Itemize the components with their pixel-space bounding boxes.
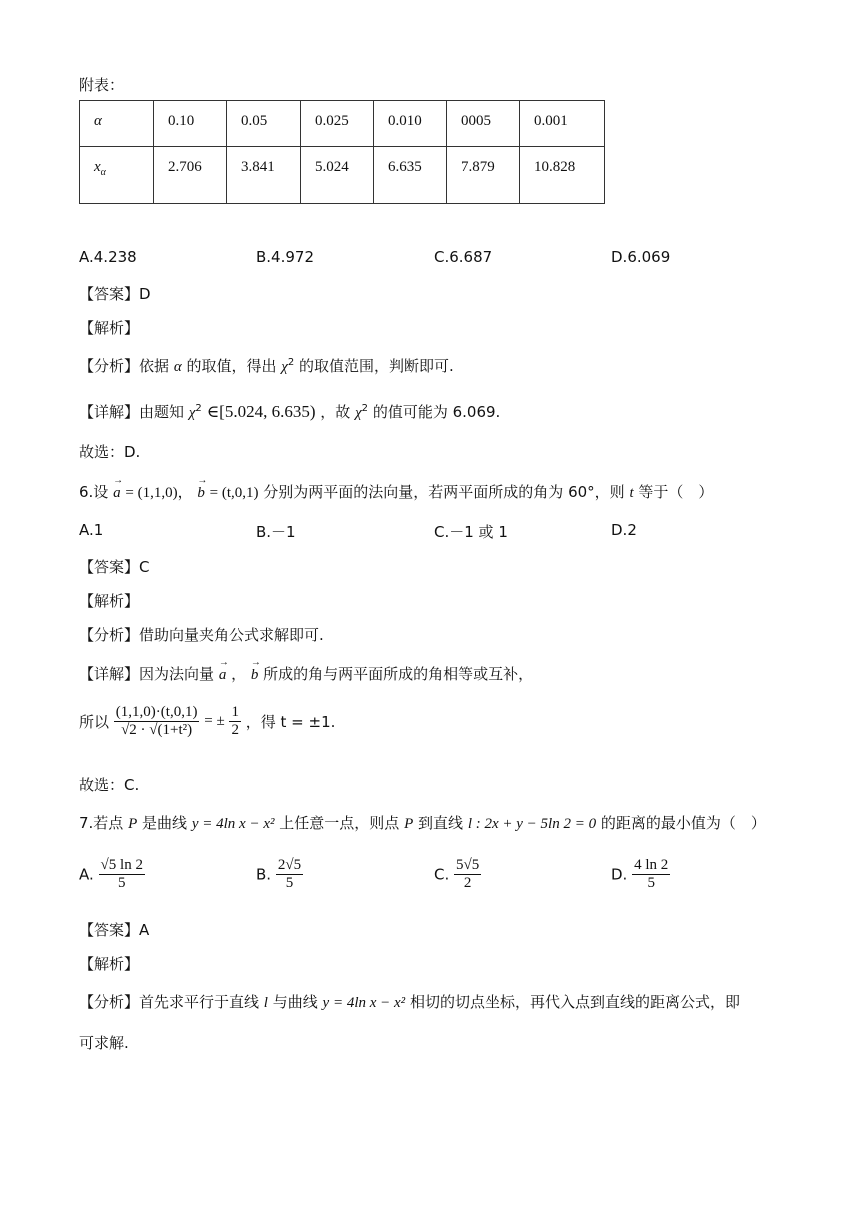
table-cell: 5.024 [301,147,374,204]
table-cell: 0.010 [374,101,447,147]
q7-analysis-cont: 可求解. [79,1034,129,1052]
q5-option-b: B.4.972 [256,248,315,266]
table-row [80,101,605,147]
q5-answer: 【答案】D [79,285,151,303]
q5-detail: 【详解】由题知 $\chi^2$ ∈[5.024, 6.635) ，故 $\chi^2$ 的值可能为 6.069. [79,402,501,421]
q5-jiexi: 【解析】 [79,319,140,337]
q7-jiexi: 【解析】 [79,955,140,973]
table-cell: $x_\alpha$ [80,147,154,204]
q7-option-b: B. $\frac{2√5}{5}$ [256,857,302,891]
q5-choose: 故选：D. [79,443,141,461]
q6-jiexi: 【解析】 [79,592,140,610]
q5-analysis: 【分析】依据 α 的取值，得出 $\chi^2$ 的取值范围，判断即可. [79,357,454,375]
q6-stem: 6.设 → a = (1,1,0)， → b = (t,0,1) 分别为两平面的法向量，若两平面所成的角为 60°，则 t 等于（ ） [79,481,713,502]
q5-option-a: A.4.238 [79,248,137,266]
q6-derivation: 所以 $\frac{(1,1,0)\cdot(t,0,1)}{\text{√2 · √(1+t²)}}$ = ± $\frac{1}{2}$ ，得 t = ±1. [79,704,336,738]
q6-choose: 故选：C. [79,776,140,794]
table-cell: 0005 [447,101,520,147]
q5-option-c: C.6.687 [434,248,493,266]
table-row [80,147,605,204]
q7-option-a: A. $\frac{√5 \ln 2}{5}$ [79,857,143,891]
table-caption: 附表： [79,76,125,94]
table-cell: 7.879 [447,147,520,204]
q5-option-d: D.6.069 [611,248,671,266]
q6-analysis: 【分析】借助向量夹角公式求解即可. [79,626,324,644]
q6-answer: 【答案】C [79,558,150,576]
table-cell: 0.10 [154,101,227,147]
table-cell: 6.635 [374,147,447,204]
q6-option-b: B.－1 [256,523,296,541]
table-cell: 0.025 [301,101,374,147]
q6-option-a: A.1 [79,521,104,539]
q7-stem: 7.若点 P 是曲线 y = 4ln x − x² 上任意一点，则点 P 到直线 l : 2x + y − 5ln 2 = 0 的距离的最小值为（ ） [79,814,766,832]
table-cell: 0.001 [520,101,605,147]
q6-half: $\frac{1}{2}$ [231,704,239,738]
q6-option-c: C.－1 或 1 [434,523,508,541]
table-cell: 0.05 [227,101,301,147]
q7-option-d: D. $\frac{4 \ln 2}{5}$ [611,857,669,891]
table-cell: 2.706 [154,147,227,204]
table-cell: α [80,101,154,147]
q6-option-d: D.2 [611,521,637,539]
table-cell: 10.828 [520,147,605,204]
q6-fraction: $\frac{(1,1,0)\cdot(t,0,1)}{\text{√2 · √(1+t²)}}$ [115,704,198,738]
q6-detail: 【详解】因为法向量 → a ， → b 所成的角与两平面所成的角相等或互补， [79,663,533,684]
q7-answer: 【答案】A [79,921,150,939]
critical-value-table [79,100,605,204]
q7-analysis: 【分析】首先求平行于直线 l 与曲线 y = 4ln x − x² 相切的切点坐标，再代入点到直线的距离公式，即 [79,993,740,1011]
q7-option-c: C. $\frac{5√5}{2}$ [434,857,480,891]
table-cell: 3.841 [227,147,301,204]
